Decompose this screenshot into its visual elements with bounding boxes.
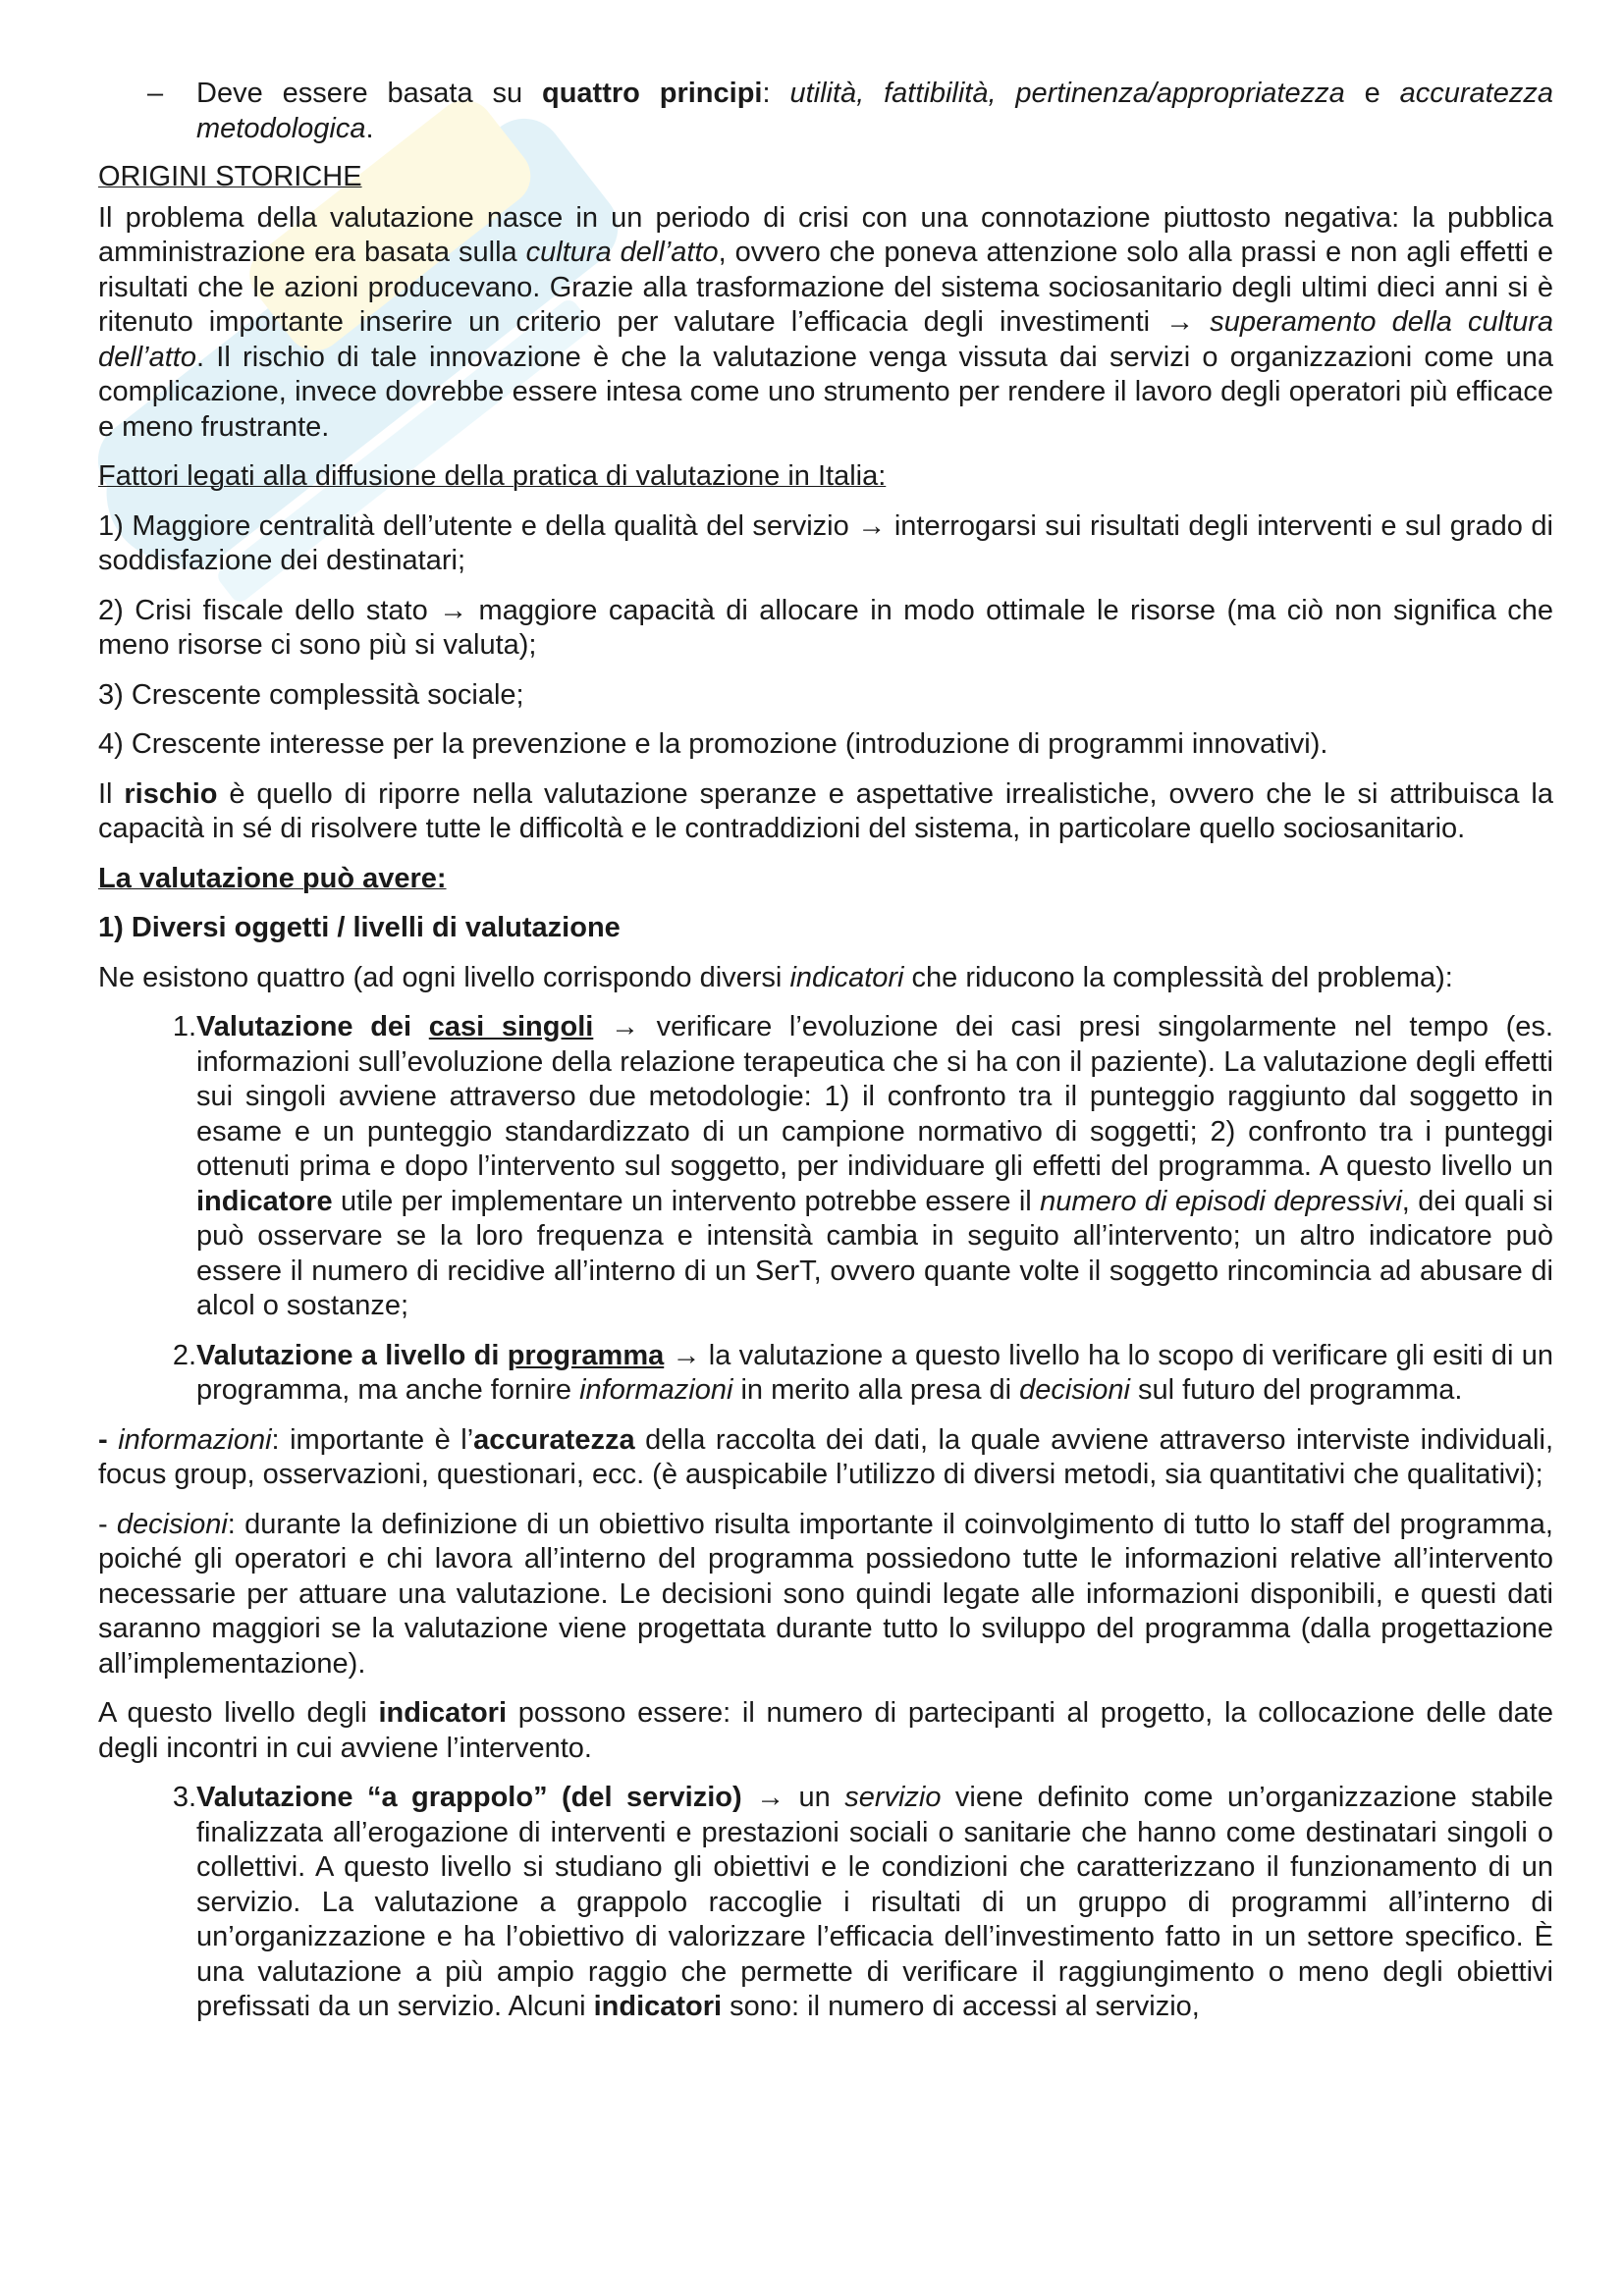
numbered-item-1 xyxy=(98,1010,1553,1324)
list-item: 4) Crescente interesse per la prevenzione e la promozione (introduzione di programmi innovativi). xyxy=(98,728,1328,760)
item-text: Valutazione a livello di programma → la valutazione a questo livello ha lo scopo di verificare gli esiti di un programma, ma anche fornire informazioni in merito alla presa di decisioni sul futuro del programma. xyxy=(196,1339,1553,1406)
section-heading-origini: ORIGINI STORICHE xyxy=(98,161,362,192)
list-item: 1) Maggiore centralità dell’utente e della qualità del servizio → interrogarsi sui risultati degli interventi e sul grado di soddisfazione dei destinatari; xyxy=(98,509,1553,576)
paragraph-intro: Ne esistono quattro (ad ogni livello corrispondo diversi indicatori che riducono la complessità del problema): xyxy=(98,961,1453,993)
list-item: 2) Crisi fiscale dello stato → maggiore capacità di allocare in modo ottimale le risorse (ma ciò non significa che meno risorse ci sono più si valuta); xyxy=(98,594,1553,661)
paragraph-origini: Il problema della valutazione nasce in un periodo di crisi con una connotazione piuttosto negativa: la pubblica amministrazione era basata sulla cultura dell’atto, ovvero che poneva attenzione solo alla prassi e non agli effetti e risultati che le azioni producevano. Grazie alla trasformazione del sistema sociosanitario degli ultimi dieci anni si è ritenuto importante inserire un criterio per valutare l’efficacia degli investimenti → superamento della cultura dell’atto. Il rischio di tale innovazione è che la valutazione venga vissuta dai servizi o organizzazioni come una complicazione, invece dovrebbe essere intesa come uno strumento per rendere il lavoro degli operatori più efficace e meno frustrante. xyxy=(98,201,1554,443)
numbered-item-3 xyxy=(98,1781,1553,2025)
bullet-item xyxy=(98,77,1553,146)
paragraph-indicatori: A questo livello degli indicatori possono essere: il numero di partecipanti al progetto, la collocazione delle date degli incontri in cui avviene l’intervento. xyxy=(98,1697,1553,1764)
bullet-text: Deve essere basata su quattro principi: utilità, fattibilità, pertinenza/appropriatezza e accuratezza metodologica. xyxy=(196,78,1553,144)
item-number: 3. xyxy=(172,1782,196,1813)
item-text: Valutazione dei casi singoli → verificare l’evoluzione dei casi presi singolarmente nel tempo (es. informazioni sull’evoluzione della relazione terapeutica che si ha con il paziente). La valutazione degli effetti sui singoli avviene attraverso due metodologie: 1) il confronto tra il punteggio raggiunto dal soggetto in esame e un punteggio standardizzato di un campione normativo di soggetti; 2) confronto tra i punteggi ottenuti prima e dopo l’intervento sul soggetto, per individuare gli effetti del programma. A questo livello un indicatore utile per implementare un intervento potrebbe essere il numero di episodi depressivi, dei quali si può osservare se la loro frequenza e intensità cambia in seguito all’intervento; un altro indicatore può essere il numero di recidive all’interno di un SerT, ovvero quante volte il soggetto rincomincia ad abusare di alcol o sostanze; xyxy=(196,1011,1553,1321)
item-text: Valutazione “a grappolo” (del servizio) → un servizio viene definito come un’organizzazione stabile finalizzata all’erogazione di interventi e prestazioni sociali o sanitarie che hanno come destinatari singoli o collettivi. A questo livello si studiano gli obiettivi e le condizioni che caratterizzano il funzionamento di un servizio. La valutazione a grappolo raccoglie i risultati di un gruppo di programmi all’interno di un’organizzazione e ha l’obiettivo di valorizzare l’efficacia dell’investimento fatto in un settore specifico. È una valutazione a più ampio raggio che permette di verificare il raggiungimento o meno degli obiettivi prefissati da un servizio. Alcuni indicatori sono: il numero di accessi al servizio, xyxy=(196,1782,1553,2022)
item-number: 1. xyxy=(172,1011,196,1042)
item-number: 2. xyxy=(172,1339,196,1371)
paragraph-decisioni: - decisioni: durante la definizione di un obiettivo risulta importante il coinvolgimento di tutto lo staff del programma, poiché gli operatori e chi lavora all’interno del programma possiedono tutte le informazioni relative all’intervento necessarie per attuare una valutazione. Le decisioni sono quindi legate alle informazioni disponibili, e questi dati saranno maggiori se la valutazione viene progettata durante tutto lo sviluppo del programma (dalla progettazione all’implementazione). xyxy=(98,1508,1553,1680)
section-heading-fattori: Fattori legati alla diffusione della pratica di valutazione in Italia: xyxy=(98,460,887,492)
subheading-livelli: 1) Diversi oggetti / livelli di valutazione xyxy=(98,912,621,943)
document-page xyxy=(98,77,1553,2040)
paragraph-rischio: Il rischio è quello di riporre nella valutazione speranze e aspettative irrealistiche, ovvero che le si attribuisca la capacità in sé di risolvere tutte le difficoltà e le contraddizioni del sistema, in particolare quello sociosanitario. xyxy=(98,777,1553,844)
paragraph-informazioni: - informazioni: importante è l’accuratezza della raccolta dei dati, la quale avviene attraverso interviste individuali, focus group, osservazioni, questionari, ecc. (è auspicabile l’utilizzo di diversi metodi, sia quantitativi che qualitativi); xyxy=(98,1423,1553,1490)
section-heading-valutazione: La valutazione può avere: xyxy=(98,862,447,894)
numbered-item-2 xyxy=(98,1339,1553,1409)
list-item: 3) Crescente complessità sociale; xyxy=(98,678,524,711)
bullet-marker: – xyxy=(147,78,164,109)
